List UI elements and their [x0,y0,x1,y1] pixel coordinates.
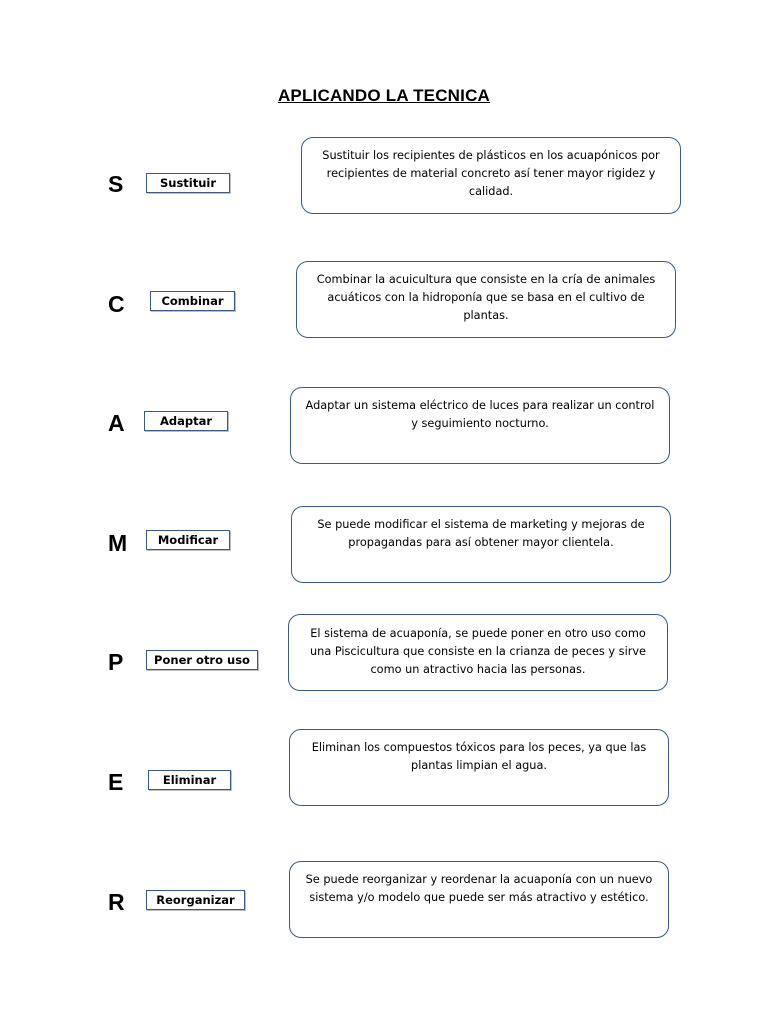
label-combinar: Combinar [150,291,235,311]
scamper-letter-a: A [108,410,125,436]
description-box-reorganizar: Se puede reorganizar y reordenar la acuaponía con un nuevo sistema y/o modelo que puede ser más atractivo y estético. [289,861,669,938]
description-box-modificar: Se puede modificar el sistema de marketing y mejoras de propagandas para así obtener mayor clientela. [291,506,671,583]
description-box-combinar: Combinar la acuicultura que consiste en la cría de animales acuáticos con la hidroponía que se basa en el cultivo de plantas. [296,261,676,338]
scamper-letter-m: M [108,530,128,556]
scamper-letter-p: P [108,649,124,675]
label-eliminar: Eliminar [148,770,231,790]
scamper-letter-c: C [108,291,125,317]
description-box-sustituir: Sustituir los recipientes de plásticos en los acuapónicos por recipientes de material concreto así tener mayor rigidez y calidad. [301,137,681,214]
description-box-poner-otro-uso: El sistema de acuaponía, se puede poner en otro uso como una Piscicultura que consiste en la crianza de peces y sirve como un atractivo hacia las personas. [288,614,668,691]
scamper-letter-s: S [108,171,124,197]
description-box-eliminar: Eliminan los compuestos tóxicos para los peces, ya que las plantas limpian el agua. [289,729,669,806]
scamper-letter-r: R [108,889,125,915]
label-adaptar: Adaptar [144,411,228,431]
description-box-adaptar: Adaptar un sistema eléctrico de luces para realizar un control y seguimiento nocturno. [290,387,670,464]
label-sustituir: Sustituir [146,173,230,193]
label-modificar: Modificar [146,530,230,550]
label-poner-otro-uso: Poner otro uso [146,650,258,670]
label-reorganizar: Reorganizar [146,890,245,910]
scamper-letter-e: E [108,769,124,795]
page-title: APLICANDO LA TECNICA [277,86,491,105]
